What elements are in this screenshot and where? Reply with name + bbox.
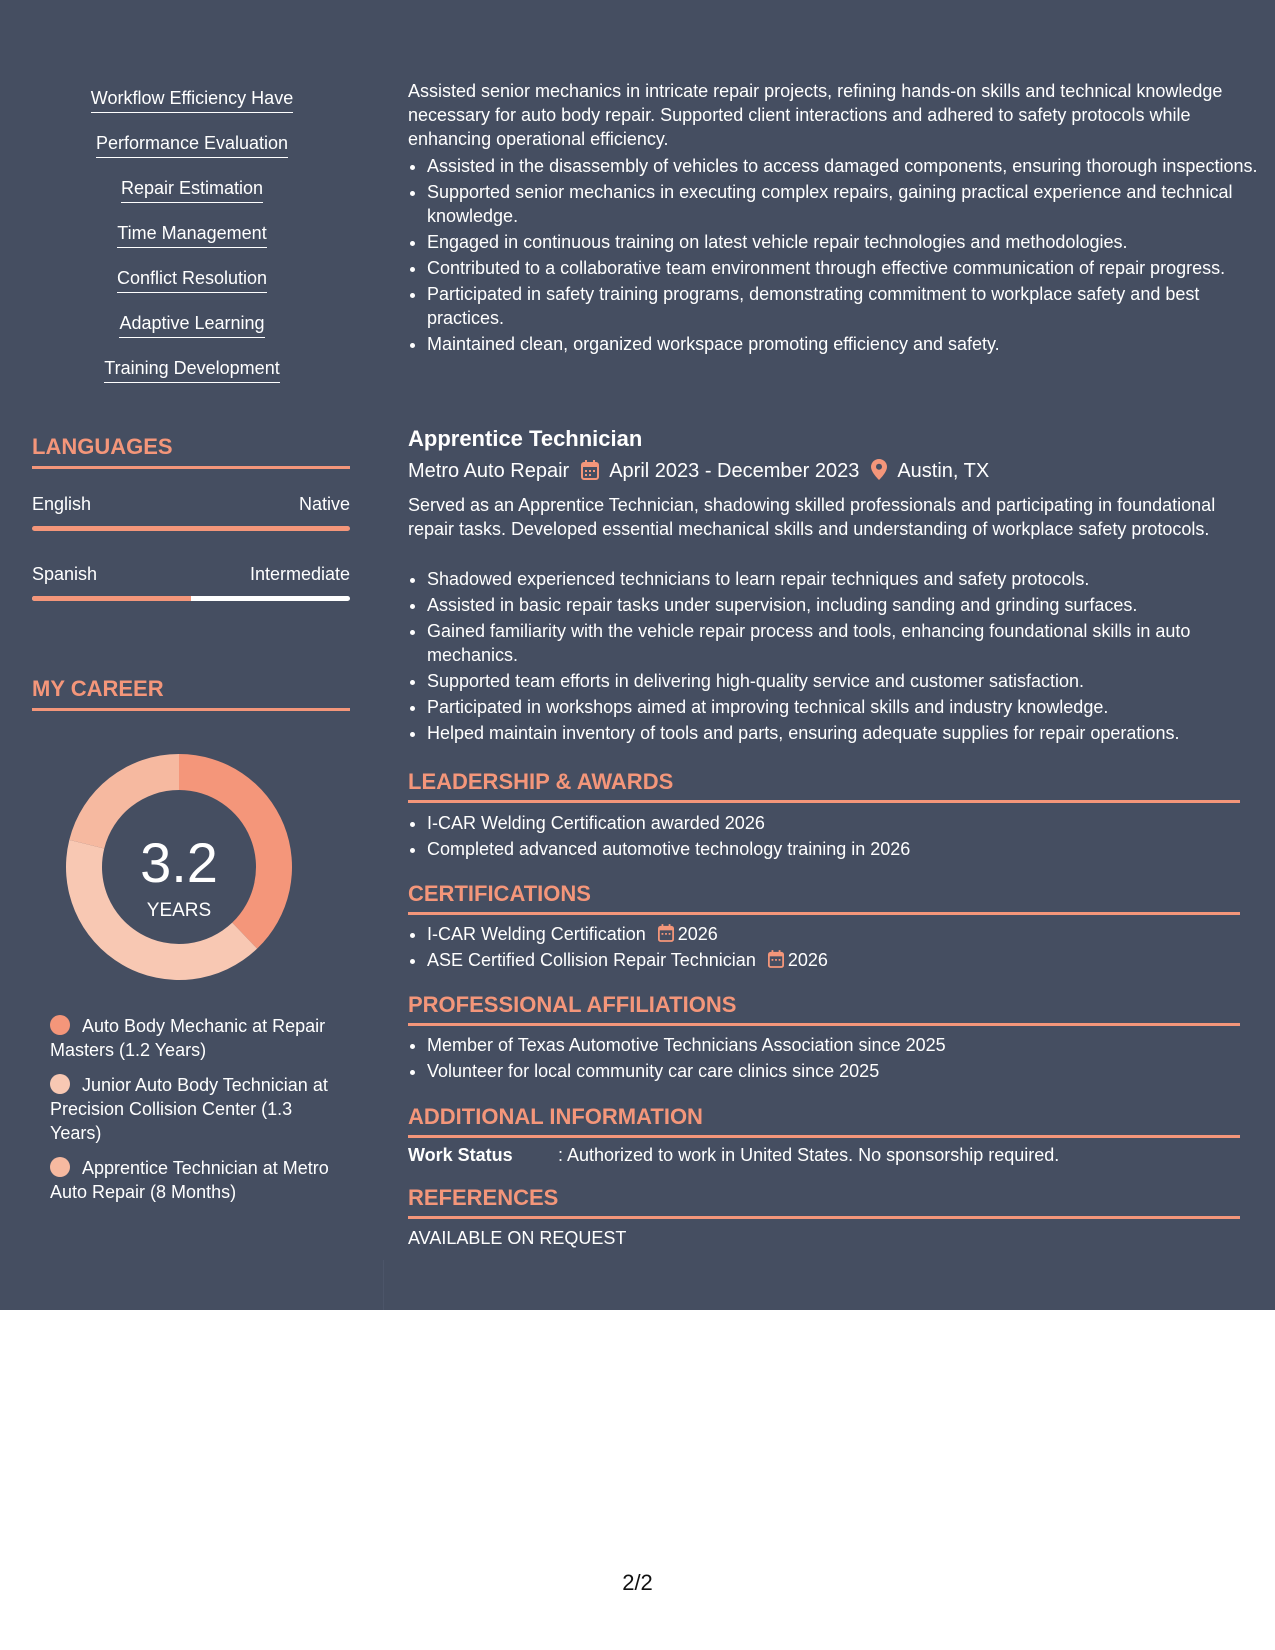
affiliations-heading: PROFESSIONAL AFFILIATIONS [408, 992, 1240, 1026]
career-heading: MY CAREER [32, 676, 350, 711]
job-meta [408, 459, 989, 486]
language-progress-fill [32, 596, 191, 601]
career-legend-item: Auto Body Mechanic at Repair Masters (1.2 Years) [50, 1016, 326, 1060]
skill-item: Adaptive Learning [32, 311, 352, 356]
bullet-item: • Completed advanced automotive technology training in 2026 [427, 837, 1259, 861]
legend-dot-icon [50, 1015, 70, 1035]
career-legend-item: Junior Auto Body Technician at Precision Collision Center (1.3 Years) [50, 1075, 328, 1143]
language-progress-bar [32, 596, 350, 601]
certifications-heading: CERTIFICATIONS [408, 881, 1240, 915]
job-summary: Served as an Apprentice Technician, shadowing skilled professionals and participating in foundational repair tasks. Developed essential mechanical skills and understanding of workplace safety protocols. [408, 495, 1216, 539]
skills-list [32, 86, 352, 401]
affiliations-list [408, 1033, 1259, 1085]
awards-heading: LEADERSHIP & AWARDS [408, 769, 1240, 803]
calendar-icon [658, 924, 674, 942]
career-total-years: 3.2 [140, 831, 218, 894]
skill-item: Repair Estimation [32, 176, 352, 221]
career-legend [50, 1014, 340, 1215]
skill-item: Training Development [32, 356, 352, 401]
career-total-unit: YEARS [146, 900, 212, 921]
language-progress-bar [32, 526, 350, 531]
certification-year: 2026 [677, 924, 718, 944]
career-donut-chart [64, 752, 294, 982]
bullet-item: • Volunteer for local community car care clinics since 2025 [427, 1059, 1259, 1083]
bullet-item: • Helped maintain inventory of tools and parts, ensuring adequate supplies for repair operations. [427, 721, 1259, 745]
career-legend-item: Apprentice Technician at Metro Auto Repair (8 Months) [50, 1158, 329, 1202]
previous-job-bullets [408, 154, 1259, 358]
bullet-item: • Maintained clean, organized workspace promoting efficiency and safety. [427, 332, 1259, 356]
legend-dot-icon [50, 1157, 70, 1177]
calendar-icon [581, 460, 599, 486]
skill-item: Performance Evaluation [32, 131, 352, 176]
bullet-item: • Assisted in the disassembly of vehicles to access damaged components, ensuring thorough inspections. [427, 154, 1259, 178]
bullet-item: • Participated in safety training programs, demonstrating commitment to workplace safety and best practices. [427, 282, 1259, 330]
calendar-icon [768, 950, 784, 968]
bullet-item: • Supported senior mechanics in executing complex repairs, gaining practical experience and technical knowledge. [427, 180, 1259, 228]
skill-item: Time Management [32, 221, 352, 266]
previous-job-summary: Assisted senior mechanics in intricate repair projects, refining hands-on skills and technical knowledge necessary for auto body repair. Supported client interactions and adhered to safety protocols while enhancing operational efficiency. [408, 81, 1223, 149]
job-company: Metro Auto Repair [408, 460, 570, 482]
bullet-item: • Engaged in continuous training on latest vehicle repair technologies and methodologies. [427, 230, 1259, 254]
skill-item: Conflict Resolution [32, 266, 352, 311]
bullet-item: • Participated in workshops aimed at improving technical skills and industry knowledge. [427, 695, 1259, 719]
column-divider [383, 1260, 384, 1310]
certification-item: • ASE Certified Collision Repair Technician 2026 [427, 948, 1259, 972]
bullet-item: • Supported team efforts in delivering high-quality service and customer satisfaction. [427, 669, 1259, 693]
job-dates: April 2023 - December 2023 [609, 460, 860, 482]
bullet-item: • Shadowed experienced technicians to learn repair techniques and safety protocols. [427, 567, 1259, 591]
bullet-item: • Member of Texas Automotive Technicians Association since 2025 [427, 1033, 1259, 1057]
work-status-value: : Authorized to work in United States. No sponsorship required. [558, 1145, 1060, 1165]
location-pin-icon [871, 459, 887, 486]
languages-heading: LANGUAGES [32, 434, 350, 469]
job-location: Austin, TX [897, 460, 990, 482]
language-level: Native [298, 494, 350, 514]
legend-dot-icon [50, 1074, 70, 1094]
language-progress-fill [32, 526, 350, 531]
awards-list [408, 811, 1259, 863]
additional-info-heading: ADDITIONAL INFORMATION [408, 1104, 1240, 1138]
bullet-item: • Contributed to a collaborative team environment through effective communication of repair progress. [427, 256, 1259, 280]
job-title: Apprentice Technician [408, 426, 643, 451]
page-number: 2/2 [622, 1570, 653, 1595]
skill-item: Workflow Efficiency Have [32, 86, 352, 131]
references-heading: REFERENCES [408, 1185, 1240, 1219]
language-name: Spanish [32, 564, 98, 584]
certification-item: • I-CAR Welding Certification 2026 [427, 922, 1259, 946]
bullet-item: • I-CAR Welding Certification awarded 2026 [427, 811, 1259, 835]
work-status-label: Work Status [408, 1145, 513, 1165]
job-bullets [408, 567, 1259, 747]
bullet-item: • Assisted in basic repair tasks under supervision, including sanding and grinding surfaces. [427, 593, 1259, 617]
references-text: AVAILABLE ON REQUEST [408, 1228, 627, 1248]
language-name: English [32, 494, 92, 514]
certification-year: 2026 [787, 950, 828, 970]
bullet-item: • Gained familiarity with the vehicle repair process and tools, enhancing foundational skills in auto mechanics. [427, 619, 1259, 667]
certifications-list [408, 922, 1259, 974]
work-status-row [408, 1145, 1059, 1166]
language-level: Intermediate [249, 564, 350, 584]
